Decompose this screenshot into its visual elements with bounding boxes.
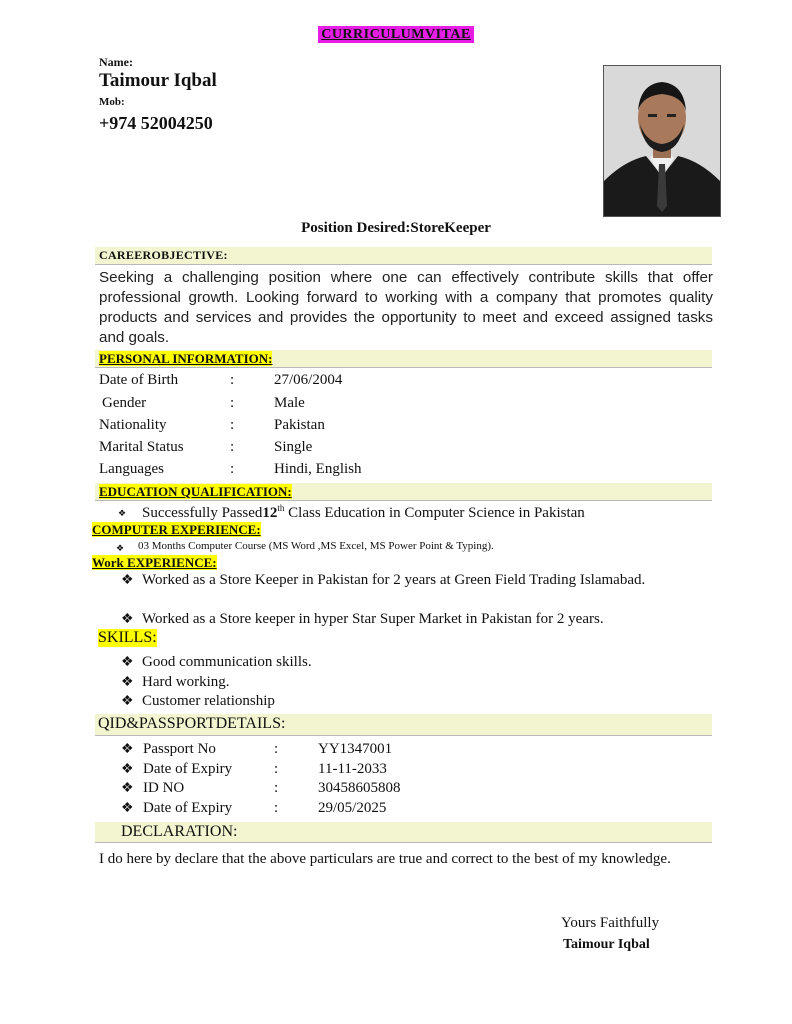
education-item-post: Class Education in Computer Science in Pakistan <box>284 505 585 521</box>
diamond-bullet-icon: ❖ <box>121 781 134 796</box>
pi-label-marital: Marital Status <box>99 439 184 455</box>
pi-label-gender: Gender <box>102 395 147 411</box>
work-heading <box>92 555 217 571</box>
document-title-wrap <box>0 25 792 43</box>
diamond-bullet-icon: ❖ <box>121 694 134 709</box>
work-item: Worked as a Store Keeper in Pakistan for 2 years at Green Field Trading Islamabad. <box>142 572 646 588</box>
signature-name: Taimour Iqbal <box>563 937 650 952</box>
qid-sep: : <box>274 780 279 796</box>
pi-value-marital: Single <box>274 439 313 455</box>
small-diamond-bullet-icon: ❖ <box>116 543 125 553</box>
pi-label-dob: Date of Birth <box>99 372 179 388</box>
pi-sep: : <box>230 439 235 455</box>
profile-photo-image <box>604 66 720 216</box>
computer-heading <box>92 522 261 538</box>
mob-label: Mob: <box>99 96 125 108</box>
diamond-bullet-icon: ❖ <box>121 762 134 777</box>
pi-sep: : <box>230 372 235 388</box>
education-item-pre: Successfully Passed <box>142 505 263 521</box>
career-objective-text: Seeking a challenging position where one can effectively contribute skills that offer professional growth. Looking forward to working with a company that promotes quality products and services and provides the opportunity to meet and exceed assigned tasks and goals. <box>99 269 713 346</box>
skill-item: Good communication skills. <box>142 654 312 670</box>
candidate-name: Taimour Iqbal <box>99 70 217 91</box>
pi-label-languages: Languages <box>99 461 164 477</box>
qid-value-passport: YY1347001 <box>318 741 393 757</box>
qid-value-passport-expiry: 11-11-2033 <box>318 761 387 777</box>
qid-label: Date of Expiry <box>143 761 233 777</box>
qid-label: ID NO <box>143 780 185 796</box>
pi-sep: : <box>230 461 235 477</box>
personal-info-heading <box>99 351 272 367</box>
qid-sep: : <box>274 800 279 816</box>
qid-label: Passport No <box>143 741 216 757</box>
skill-item: Hard working. <box>142 674 230 690</box>
pi-value-nationality: Pakistan <box>274 417 325 433</box>
name-label: Name: <box>99 55 133 69</box>
qid-heading: QID&PASSPORTDETAILS: <box>98 715 286 732</box>
skills-heading: SKILLS: <box>98 629 157 646</box>
computer-item: 03 Months Computer Course (MS Word ,MS Excel, MS Power Point & Typing). <box>138 540 494 552</box>
diamond-bullet-icon: ❖ <box>121 612 134 627</box>
pi-value-dob: 27/06/2004 <box>274 372 343 388</box>
position-desired: Position Desired:StoreKeeper <box>301 220 491 236</box>
work-heading-text: Work EXPERIENCE: <box>92 555 217 570</box>
declaration-heading: DECLARATION: <box>121 823 238 840</box>
pi-label-nationality: Nationality <box>99 417 167 433</box>
education-heading-text: EDUCATION QUALIFICATION: <box>99 484 292 499</box>
closing-salutation: Yours Faithfully <box>561 915 660 931</box>
profile-photo <box>603 65 721 217</box>
education-heading <box>99 484 292 500</box>
work-item: Worked as a Store keeper in hyper Star Super Market in Pakistan for 2 years. <box>142 611 604 627</box>
diamond-bullet-icon: ❖ <box>121 655 134 670</box>
declaration-text: I do here by declare that the above particulars are true and correct to the best of my knowledge. <box>99 851 671 867</box>
qid-sep: : <box>274 761 279 777</box>
pi-sep: : <box>230 395 235 411</box>
qid-sep: : <box>274 741 279 757</box>
diamond-bullet-icon: ❖ <box>121 675 134 690</box>
pi-value-languages: Hindi, English <box>274 461 362 477</box>
pi-sep: : <box>230 417 235 433</box>
personal-info-heading-text: PERSONAL INFORMATION: <box>99 351 273 366</box>
qid-value-id-expiry: 29/05/2025 <box>318 800 387 816</box>
pi-value-gender: Male <box>274 395 305 411</box>
small-diamond-bullet-icon: ❖ <box>118 508 127 518</box>
qid-value-id: 30458605808 <box>318 780 401 796</box>
phone-number: +974 52004250 <box>99 113 213 133</box>
skill-item: Customer relationship <box>142 693 275 709</box>
diamond-bullet-icon: ❖ <box>121 801 134 816</box>
education-item-sup: th <box>277 503 285 513</box>
education-item-num: 12 <box>262 505 278 521</box>
education-item <box>142 503 585 522</box>
document-title: CURRICULUMVITAE <box>318 26 474 43</box>
qid-label: Date of Expiry <box>143 800 233 816</box>
computer-heading-text: COMPUTER EXPERIENCE: <box>92 522 261 537</box>
career-objective-heading: CAREEROBJECTIVE: <box>99 248 228 262</box>
diamond-bullet-icon: ❖ <box>121 573 134 588</box>
diamond-bullet-icon: ❖ <box>121 742 134 757</box>
